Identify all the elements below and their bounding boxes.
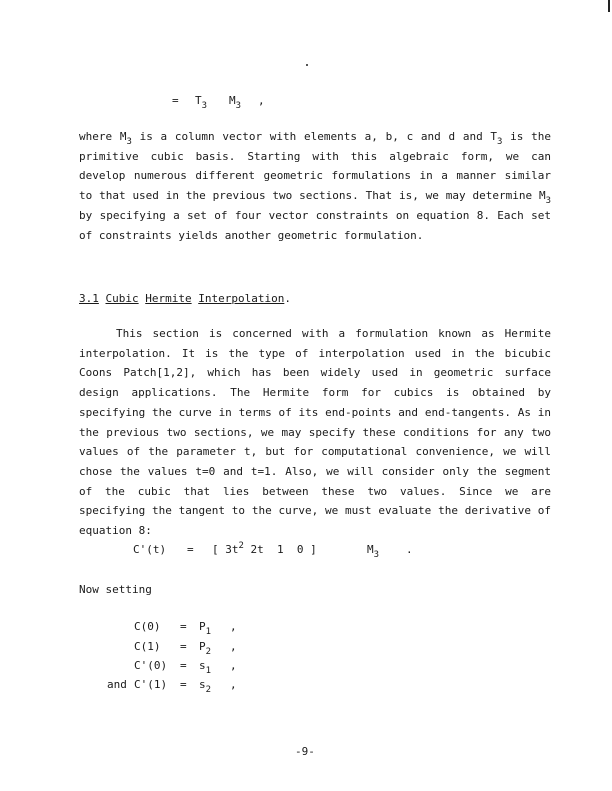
condition-rhs: $s_2$: [199, 678, 212, 695]
section-word-cubic: Cubic: [105, 292, 139, 305]
condition-rhs: $P_1$: [199, 620, 212, 637]
section-number: 3.1: [79, 292, 99, 305]
condition-comma: ,: [230, 678, 237, 691]
page-number: -9-: [295, 745, 315, 758]
condition-comma: ,: [230, 620, 237, 633]
section-word-interpolation: Interpolation: [198, 292, 285, 305]
section-period: .: [284, 292, 291, 305]
deriv-period: .: [406, 543, 413, 556]
condition-comma: ,: [230, 640, 237, 653]
condition-equals: =: [180, 640, 187, 653]
scan-dot: [306, 64, 308, 66]
condition-prefix: and: [107, 678, 127, 691]
deriv-M: $M_3$: [367, 543, 380, 560]
condition-lhs: C'(0): [134, 659, 168, 672]
top-eq-M: $M_3$: [229, 94, 242, 111]
condition-rhs: $P_2$: [199, 640, 212, 657]
condition-comma: ,: [230, 659, 237, 672]
condition-lhs: C(0): [134, 620, 161, 633]
condition-lhs: C'(1): [134, 678, 168, 691]
deriv-lhs: C'(t): [133, 543, 167, 556]
top-eq-equals: =: [172, 94, 179, 107]
condition-rhs: $s_1$: [199, 659, 212, 676]
section-word-hermite: Hermite: [145, 292, 192, 305]
deriv-matrix: [ $3t^2$ 2t 1 0 ]: [212, 541, 317, 556]
condition-equals: =: [180, 620, 187, 633]
section-heading: [79, 292, 291, 306]
paragraph-intro: where $M_3$ is a column vector with elements a, b, c and d and $T_3$ is the primitive cubic basis. Starting with this algebraic form, we can develop numerous different geometric formulations in a manner similar to that used in the previous two sections. That is, we may determine $M_3$ by specifying a set of four vector constraints on equation 8. Each set of constraints yields another geometric formulation.: [79, 130, 552, 242]
condition-equals: =: [180, 678, 187, 691]
top-eq-T: $T_3$: [195, 94, 208, 111]
now-setting-text: Now setting: [79, 583, 152, 596]
condition-lhs: C(1): [134, 640, 161, 653]
top-eq-comma: ,: [258, 94, 265, 107]
scan-edge-mark: [608, 0, 610, 12]
deriv-equals: =: [187, 543, 194, 556]
condition-equals: =: [180, 659, 187, 672]
paragraph-hermite: This section is concerned with a formulation known as Hermite interpolation. It is the type of interpolation used in the bicubic Coons Patch[1,2], which has been widely used in geometric surface design applications. The Hermite form for cubics is obtained by specifying the curve in terms of its end-points and end-tangents. As in the previous two sections, we may specify these conditions for any two values of the parameter t, but for computational convenience, we will chose the values t=0 and t=1. Also, we will consider only the segment of the cubic that lies between these two values. Since we are specifying the tangent to the curve, we must evaluate the derivative of equation 8:: [79, 327, 551, 538]
